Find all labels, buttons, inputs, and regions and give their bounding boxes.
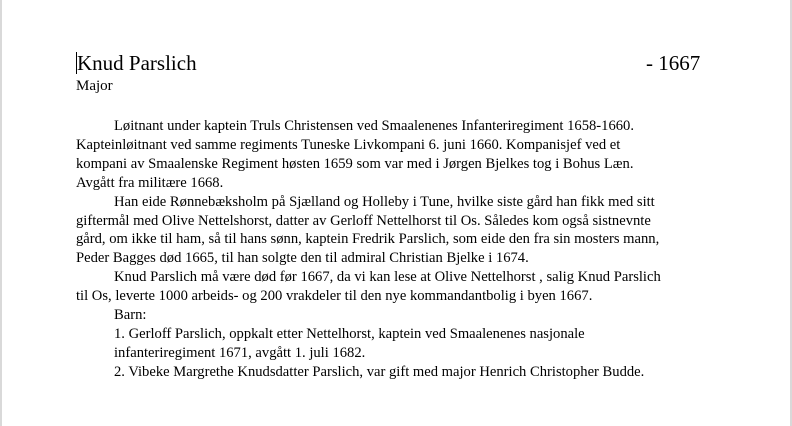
children-label: Barn: xyxy=(114,307,147,324)
life-years: - 1667 xyxy=(646,51,701,75)
text-line: 1. Gerloff Parslich, oppkalt etter Nettelhorst, kaptein ved Smaalenenes nasjonale xyxy=(114,325,585,342)
paragraph-military-career xyxy=(76,117,716,193)
person-name: Knud Parslich xyxy=(77,51,197,75)
title-row xyxy=(76,48,716,78)
text-line: gård, om ikke til ham, så til hans sønn, kaptein Fredrik Parslich, som eide den fra sin mosters mann, xyxy=(76,231,660,248)
text-line: Løitnant under kaptein Truls Christensen ved Smaalenenes Infanteriregiment 1658-1660. xyxy=(114,118,634,134)
text-line: Avgått fra militære 1668. xyxy=(76,174,224,191)
page-left-edge xyxy=(0,0,2,426)
text-line: giftermål med Olive Nettelshorst, datter av Gerloff Nettelhorst til Os. Således kom også sistnevnte xyxy=(76,212,651,229)
text-line: Han eide Rønnebæksholm på Sjælland og Holleby i Tune, hvilke siste gård han fikk med sitt xyxy=(114,193,655,210)
text-line: til Os, leverte 1000 arbeids- og 200 vrakdeler til den nye kommandantbolig i byen 1667. xyxy=(76,288,593,305)
paragraph-death xyxy=(76,268,716,306)
child-entry xyxy=(76,325,716,363)
biography-body xyxy=(76,117,716,382)
paragraph-property xyxy=(76,193,716,269)
text-line: kompani av Smaalenske Regiment høsten 1659 som var med i Jørgen Bjelkes tog i Bohus Læn. xyxy=(76,155,634,172)
text-line: infanteriregiment 1671, avgått 1. juli 1682. xyxy=(114,344,366,361)
text-line: Peder Bagges død 1665, til han solgte den til admiral Christian Bjelke i 1674. xyxy=(76,250,529,267)
document-page[interactable] xyxy=(76,48,716,382)
child-entry xyxy=(76,363,716,382)
text-line: 2. Vibeke Margrethe Knudsdatter Parslich, var gift med major Henrich Christopher Budde. xyxy=(114,363,645,380)
text-line: Kapteinløitnant ved samme regiments Tuneske Livkompani 6. juni 1660. Kompanisjef ved et xyxy=(76,136,621,153)
person-rank: Major xyxy=(76,78,113,94)
text-line: Knud Parslich må være død før 1667, da vi kan lese at Olive Nettelhorst , salig Knud Parslich xyxy=(114,269,661,286)
